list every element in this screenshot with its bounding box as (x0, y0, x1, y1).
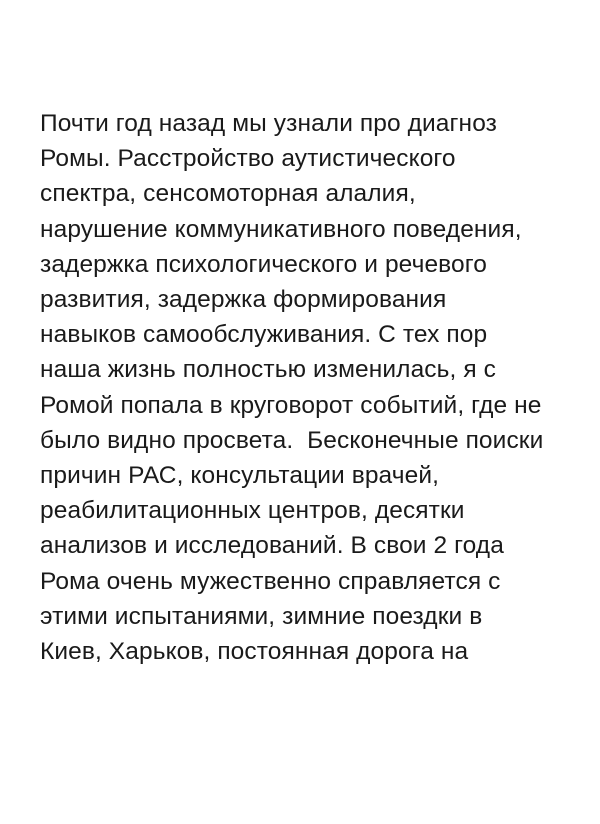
text-line: Почти год назад мы узнали про диагноз (40, 110, 497, 137)
text-line: нарушение коммуникативного поведения, (40, 215, 522, 243)
body-text (40, 106, 580, 669)
text-line: реабилитационных центров, десятки (40, 497, 465, 525)
text-line: Рома очень мужественно справляется с (40, 567, 501, 595)
text-line: развития, задержка формирования (40, 286, 447, 314)
text-line: спектра, сенсомоторная алалия, (40, 180, 416, 208)
text-line: наша жизнь полностью изменилась, я с (40, 356, 496, 384)
text-line: Киев, Харьков, постоянная дорога на (40, 638, 469, 666)
text-line: было видно просвета. Бесконечные поиски (40, 426, 544, 454)
text-line: этими испытаниями, зимние поездки в (40, 602, 483, 630)
text-line: Ромой попала в круговорот событий, где не (40, 391, 542, 419)
text-line: навыков самообслуживания. С тех пор (40, 321, 488, 349)
text-line: анализов и исследований. В свои 2 года (40, 532, 504, 560)
text-line: задержка психологического и речевого (40, 250, 487, 278)
text-line: причин РАС, консультации врачей, (40, 462, 440, 490)
text-line: Ромы. Расстройство аутистического (40, 145, 456, 173)
